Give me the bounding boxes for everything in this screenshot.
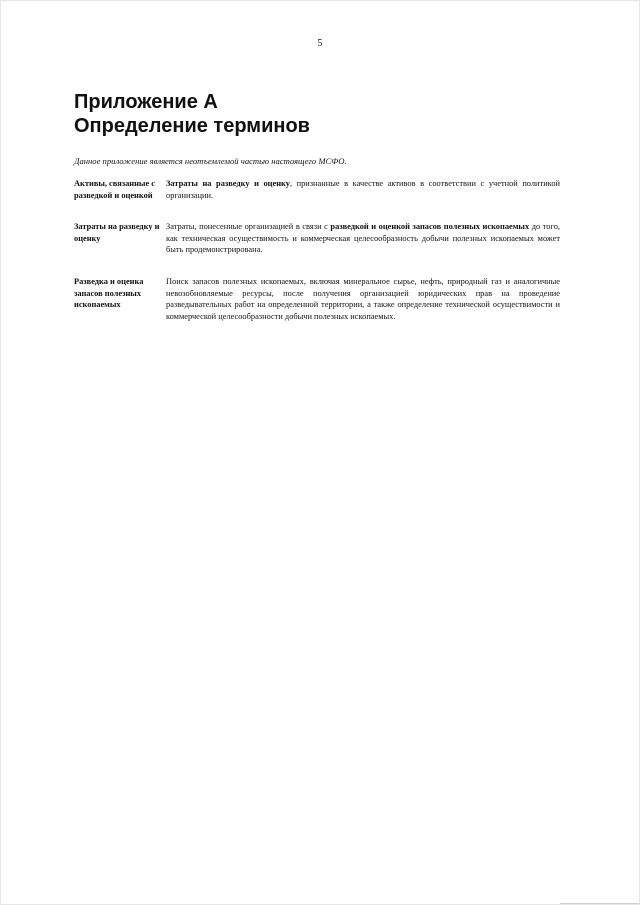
definitions-list <box>74 178 560 342</box>
definition-row <box>74 178 560 201</box>
page-title <box>74 90 310 138</box>
definition-description <box>166 221 560 256</box>
page-number: 5 <box>317 38 323 49</box>
definition-term: Активы, связанные с разведкой и оценкой <box>74 179 155 200</box>
description-text: Поиск запасов полезных ископаемых, включая минеральное сырье, нефть, природный газ и аналогичные невозобновляемые ресурсы, после получения организацией юридических прав на проведение разведывательных работ на определенной территории, а также определение технической осуществимости и коммерческой целесообразности добычи полезных ископаемых. <box>166 276 560 321</box>
definition-term: Затраты на разведку и оценку <box>74 222 160 243</box>
title-definitions: Определение терминов <box>74 115 310 137</box>
scan-edge-mark <box>560 903 640 904</box>
title-appendix: Приложение A <box>74 91 218 113</box>
description-text: , признанные в качестве активов в соответствии с учетной политикой организации. <box>166 179 560 200</box>
definition-row <box>74 276 560 322</box>
intro-note: Данное приложение является неотъемлемой частью настоящего МСФО. <box>74 156 347 166</box>
definition-term: Разведка и оценка запасов полезных ископаемых <box>74 276 144 310</box>
description-text: Затраты, понесенные организацией в связи с <box>166 222 331 232</box>
definition-row <box>74 221 560 256</box>
defined-term-reference: Затраты на разведку и оценку <box>166 179 290 188</box>
defined-term-reference: разведкой и оценкой запасов полезных ископаемых <box>330 222 530 232</box>
definition-description <box>166 276 560 322</box>
definition-description <box>166 178 560 201</box>
description-text: до того, как техническая осуществимость и коммерческая целесообразность добычи полезных ископаемых может быть продемонстрирована. <box>166 222 560 255</box>
